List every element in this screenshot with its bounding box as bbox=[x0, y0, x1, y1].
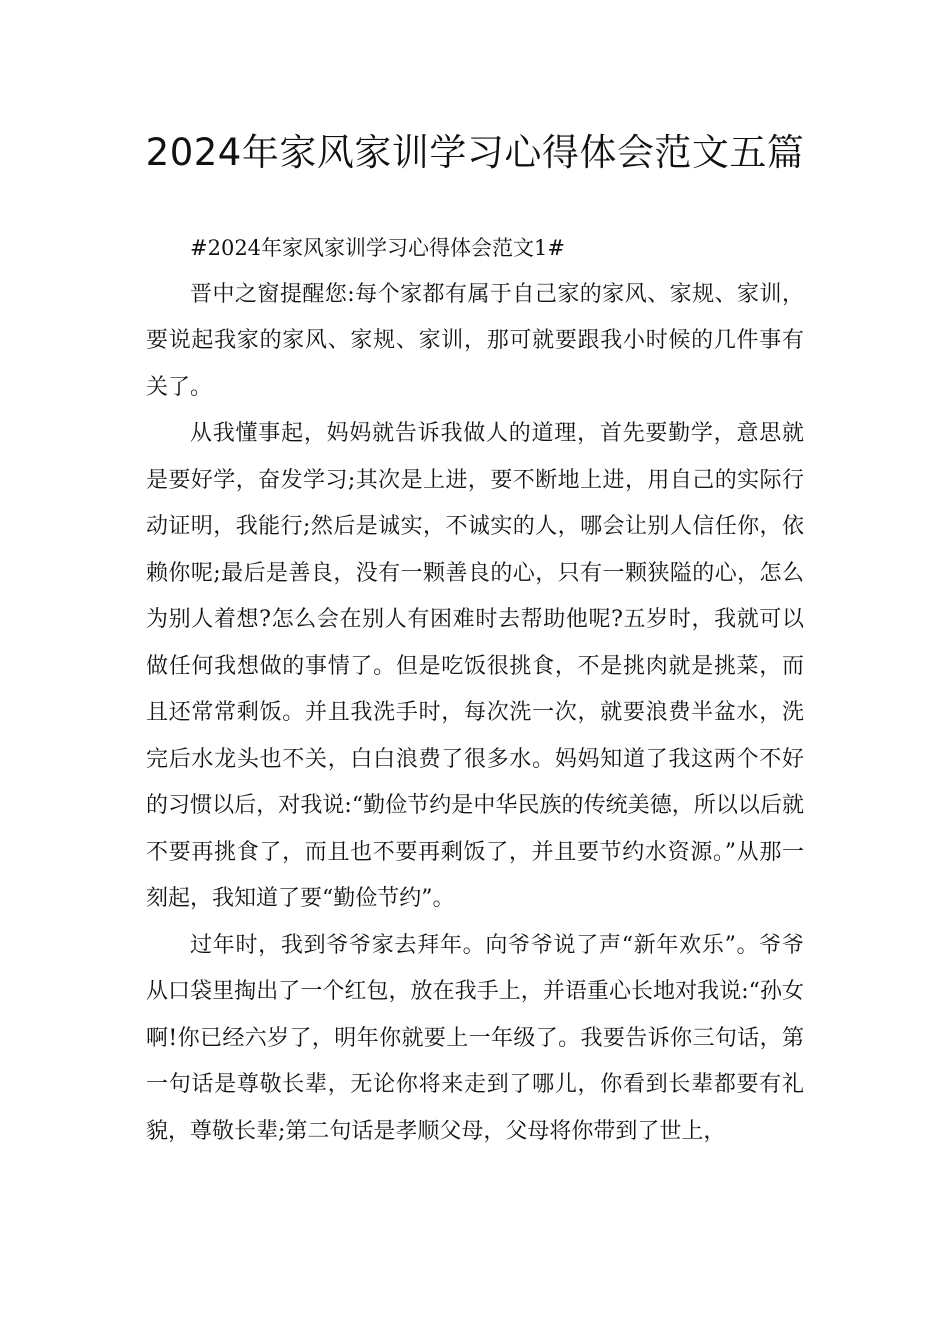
document-title: 2024年家风家训学习心得体会范文五篇 bbox=[145, 131, 805, 174]
paragraph: 从我懂事起，妈妈就告诉我做人的道理，首先要勤学，意思就是要好学，奋发学习;其次是上进，要不断地上进，用自己的实际行动证明，我能行;然后是诚实，不诚实的人，哪会让别人信任你，依赖你呢;最后是善良，没有一颗善良的心，只有一颗狭隘的心，怎么为别人着想?怎么会在别人有困难时去帮助他呢?五岁时，我就可以做任何我想做的事情了。但是吃饭很挑食，不是挑肉就是挑菜，而且还常常剩饭。并且我洗手时，每次洗一次，就要浪费半盆水，洗完后水龙头也不关，白白浪费了很多水。妈妈知道了我这两个不好的习惯以后，对我说:“勤俭节约是中华民族的传统美德，所以以后就不要再挑食了，而且也不要再剩饭了，并且要节约水资源。”从那一刻起，我知道了要“勤俭节约”。 bbox=[146, 421, 804, 911]
section-heading: #2024年家风家训学习心得体会范文1# bbox=[190, 236, 565, 260]
paragraph: 过年时，我到爷爷家去拜年。向爷爷说了声“新年欢乐”。爷爷从口袋里掏出了一个红包，放在我手上，并语重心长地对我说:“孙女啊!你已经六岁了，明年你就要上一年级了。我要告诉你三句话，第一句话是尊敬长辈，无论你将来走到了哪儿，你看到长辈都要有礼貌，尊敬长辈;第二句话是孝顺父母，父母将你带到了世上， bbox=[146, 932, 804, 1144]
document-body bbox=[146, 225, 804, 1155]
paragraph: 晋中之窗提醒您:每个家都有属于自己家的家风、家规、家训，要说起我家的家风、家规、家训，那可就要跟我小时候的几件事有关了。 bbox=[146, 281, 804, 400]
